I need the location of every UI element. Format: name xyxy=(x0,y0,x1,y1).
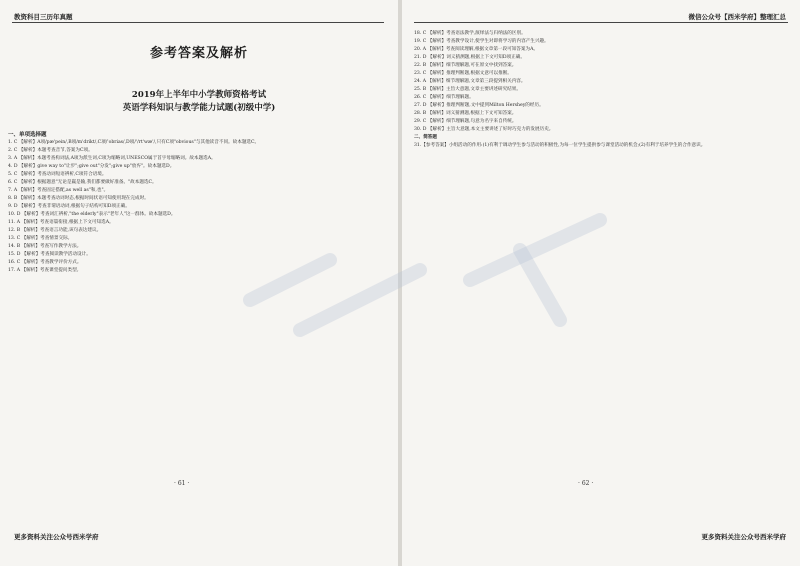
right-footer: 更多资料关注公众号西米学府 xyxy=(701,533,786,541)
answer-item: 21. D 【解析】词义猜测题,根据上下文可知D项正确。 xyxy=(414,55,525,60)
answer-item: 12. B 【解析】考查语言功能,该句表达建议。 xyxy=(8,228,102,233)
answer-item: 10. D 【解析】考查词汇辨析,"the elderly"表示"老年人"这一群体。故本题选D。 xyxy=(8,212,176,217)
left-header-rule xyxy=(12,22,384,23)
answer-item: 15. D 【解析】考查阅读教学活动设计。 xyxy=(8,252,91,257)
answer-item: 13. C 【解析】考查情景交际。 xyxy=(8,236,73,241)
answer-item: 1. C 【解析】A项/pæ'pein/,B项/m'drikt/,C项/'obrias/,D项/'/rt'wæ'/,只有C项"obvious"与其他读音不同。故本题选C。 xyxy=(8,140,260,145)
answer-item: 19. C 【解析】考查教学设计,使学生对即将学习的内容产生兴趣。 xyxy=(414,39,549,44)
answer-item: 4. D 【解析】give way to"让步";give out"分发";give up"放弃"。故本题选D。 xyxy=(8,164,175,169)
answer-item: 26. C 【解析】细节理解题。 xyxy=(414,95,474,100)
answer-item: 11. A 【解析】考查语篇衔接,根据上下文可知选A。 xyxy=(8,220,114,225)
answer-item: 17. A 【解析】考查课堂提问类型。 xyxy=(8,268,82,273)
left-footer: 更多资料关注公众号西米学府 xyxy=(14,533,99,541)
answer-item: 25. B 【解析】主旨大意题,文章主要讲述研究结果。 xyxy=(414,87,521,92)
page-title: 参考答案及解析 xyxy=(149,46,248,61)
answer-item: 22. B 【解析】细节理解题,可在原文中找到答案。 xyxy=(414,63,517,68)
answer-item: 6. C 【解析】根据题意"无论是赢是输,我们都要做好准备。"故本题选C。 xyxy=(8,180,157,185)
left-answer-list xyxy=(8,139,386,475)
exam-subtitle-subject: 英语学科知识与教学能力试题(初级中学) xyxy=(122,103,276,113)
answer-item: 27. D 【解析】推理判断题,文中提到Milton Hershey的经历。 xyxy=(414,103,544,108)
answer-item: 16. C 【解析】考查教学评价方式。 xyxy=(8,260,82,265)
section-heading: 一、单项选择题 xyxy=(8,132,47,138)
answer-item: 29. C 【解析】细节理解题,句意为名字来自传统。 xyxy=(414,119,517,124)
answer-item: 14. B 【解析】考查写作教学方法。 xyxy=(8,244,82,249)
answer-item: 2. C 【解析】本题考查音节,答案为C项。 xyxy=(8,148,93,153)
right-header-rule xyxy=(414,22,788,23)
right-page-number: · 62 · xyxy=(578,480,594,487)
right-header: 微信公众号【西米学府】整理汇总 xyxy=(688,13,786,21)
answer-item: 3. A 【解析】本题考查构词法,A项为派生词,C项为缩略词,UNESCO属于首字母缩略词。故本题选A。 xyxy=(8,156,216,161)
answer-item: 30. D 【解析】主旨大意题,本文主要讲述了好时巧克力的发展历史。 xyxy=(414,127,554,132)
answer-item: 20. A 【解析】考查阅读理解,根据文章第一段可知答案为A。 xyxy=(414,47,538,52)
answer-item: 18. C 【解析】考查语法教学,演绎法与归纳法的区别。 xyxy=(414,31,526,36)
right-page xyxy=(402,0,800,566)
answer-item: 8. B 【解析】本题考查动词时态,根据时间状语可知使用现在完成时。 xyxy=(8,196,149,201)
section-heading: 二、简答题 xyxy=(414,135,437,140)
left-page-number: · 61 · xyxy=(174,480,190,487)
exam-subtitle-year: 2019年上半年中小学教师资格考试 xyxy=(131,90,267,100)
answer-item: 7. A 【解析】考查固定搭配,as well as"和,也"。 xyxy=(8,188,109,193)
left-header: 教资科目三历年真题 xyxy=(14,13,73,21)
answer-item: 9. D 【解析】考查非谓语动词,根据句子结构可知D项正确。 xyxy=(8,204,130,209)
answer-item: 23. C 【解析】推理判断题,根据文意可以推断。 xyxy=(414,71,512,76)
answer-item: 28. B 【解析】词义猜测题,根据上下文可知答案。 xyxy=(414,111,517,116)
answer-item: 24. A 【解析】细节理解题,文章第三段提到相关内容。 xyxy=(414,79,526,84)
left-page xyxy=(0,0,398,566)
answer-item: 31.【参考答案】小组活动的作用:(1)有利于调动学生参与活动的积极性,为每一位学生提供参与课堂活动的机会;(2)有利于培养学生的合作意识。 xyxy=(414,143,706,148)
right-answer-list xyxy=(414,30,788,470)
answer-item: 5. C 【解析】考查动词短语辨析,C项符合语境。 xyxy=(8,172,107,177)
